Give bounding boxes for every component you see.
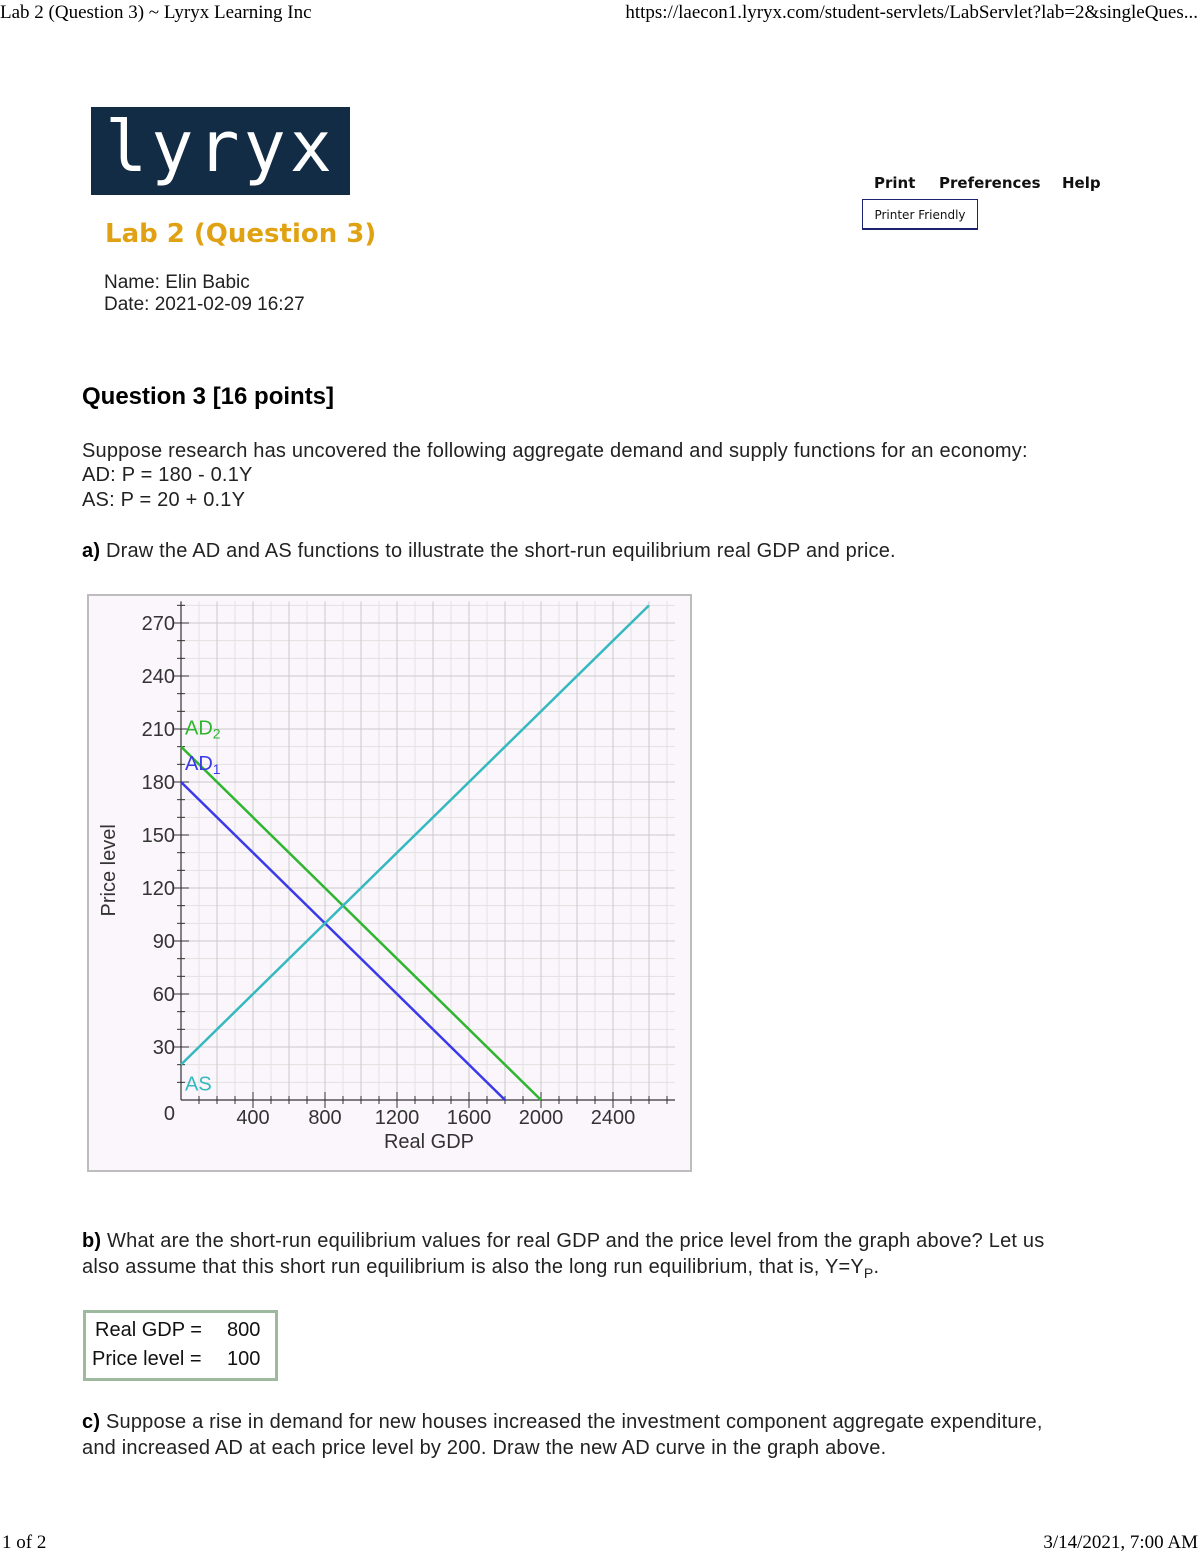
part-b-text-2 (82, 1256, 879, 1281)
y-tick-label: 180 (141, 772, 175, 794)
as-equation: AS: P = 20 + 0.1Y (82, 489, 246, 511)
gdp-label: Real GDP = (95, 1319, 202, 1341)
price-label: Price level = (92, 1348, 202, 1370)
y-tick-label: 60 (152, 984, 175, 1006)
part-c-body-1: Suppose a rise in demand for new houses increased the investment component aggregate expenditure, (105, 1411, 1043, 1433)
print-footer-datetime: 3/14/2021, 7:00 AM (1043, 1532, 1198, 1553)
series-label-ad1: $AD_1$ (185, 753, 221, 777)
series-label-subscript: 1 (212, 761, 221, 777)
x-axis-title: Real GDP (383, 1131, 475, 1153)
part-a-label: a) (82, 540, 101, 562)
x-tick-label: 1600 (446, 1107, 492, 1129)
y-tick-label: 120 (141, 878, 175, 900)
lyryx-logo (91, 107, 350, 195)
ad-as-chart[interactable] (87, 594, 692, 1172)
ad-equation: AD: P = 180 - 0.1Y (82, 464, 253, 486)
y-tick-label: 30 (152, 1037, 175, 1059)
y-tick-label: 150 (141, 825, 175, 847)
question-title: Question 3 [16 points] (82, 383, 335, 410)
y-tick-label: 210 (141, 719, 175, 741)
y-tick-label: 90 (152, 931, 175, 953)
answer-box (83, 1310, 278, 1381)
part-a-body: Draw the AD and AS functions to illustrate the short-run equilibrium real GDP and price. (105, 540, 896, 562)
price-answer-field[interactable]: 100 (227, 1348, 261, 1370)
student-name: Name: Elin Babic (104, 272, 250, 293)
gdp-answer-field[interactable]: 800 (227, 1319, 261, 1341)
print-header-title: Lab 2 (Question 3) ~ Lyryx Learning Inc (0, 2, 312, 23)
series-label-ad2: $AD_2$ (185, 717, 221, 742)
print-header-url: https://laecon1.lyryx.com/student-servlets/LabServlet?lab=2&singleQues... (625, 2, 1198, 23)
logo-text: lyryx (105, 106, 336, 188)
part-c-label: c) (82, 1411, 101, 1433)
question-intro: Suppose research has uncovered the following aggregate demand and supply functions for an economy: (82, 440, 1028, 462)
part-a-text (82, 540, 896, 563)
part-b-end: . (873, 1256, 880, 1278)
lab-title: Lab 2 (Question 3) (105, 219, 377, 249)
y-axis-title: Price level (98, 824, 120, 917)
y-tick-label: 270 (141, 613, 175, 635)
chart-svg[interactable] (89, 596, 690, 1170)
origin-label: 0 (163, 1103, 175, 1125)
x-tick-label: 800 (308, 1107, 342, 1129)
print-footer-page: 1 of 2 (2, 1532, 47, 1553)
part-b-subscript: P (863, 1265, 874, 1281)
y-tick-label: 240 (141, 666, 175, 688)
print-link[interactable]: Print (874, 174, 916, 192)
preferences-link[interactable]: Preferences (939, 174, 1041, 192)
part-c-text-2: and increased AD at each price level by 200. Draw the new AD curve in the graph above. (82, 1437, 887, 1459)
x-tick-label: 400 (236, 1107, 270, 1129)
printer-friendly-button[interactable]: Printer Friendly (862, 199, 978, 230)
x-tick-label: 2000 (518, 1107, 564, 1129)
submission-date: Date: 2021-02-09 16:27 (104, 294, 305, 315)
x-tick-label: 2400 (590, 1107, 636, 1129)
series-label-subscript: 2 (212, 725, 221, 742)
axes (173, 601, 675, 1108)
part-b-label: b) (82, 1230, 102, 1252)
help-link[interactable]: Help (1062, 174, 1101, 192)
part-b-body-2: also assume that this short run equilibrium is also the long run equilibrium, that is, Y=Y (82, 1256, 864, 1278)
part-c-text-1 (82, 1411, 1043, 1434)
part-b-body-1: What are the short-run equilibrium values for real GDP and the price level from the graph above? Let us (107, 1230, 1045, 1252)
series-label-as: AS (185, 1073, 212, 1096)
x-tick-label: 1200 (374, 1107, 420, 1129)
part-b-text-1 (82, 1230, 1044, 1253)
